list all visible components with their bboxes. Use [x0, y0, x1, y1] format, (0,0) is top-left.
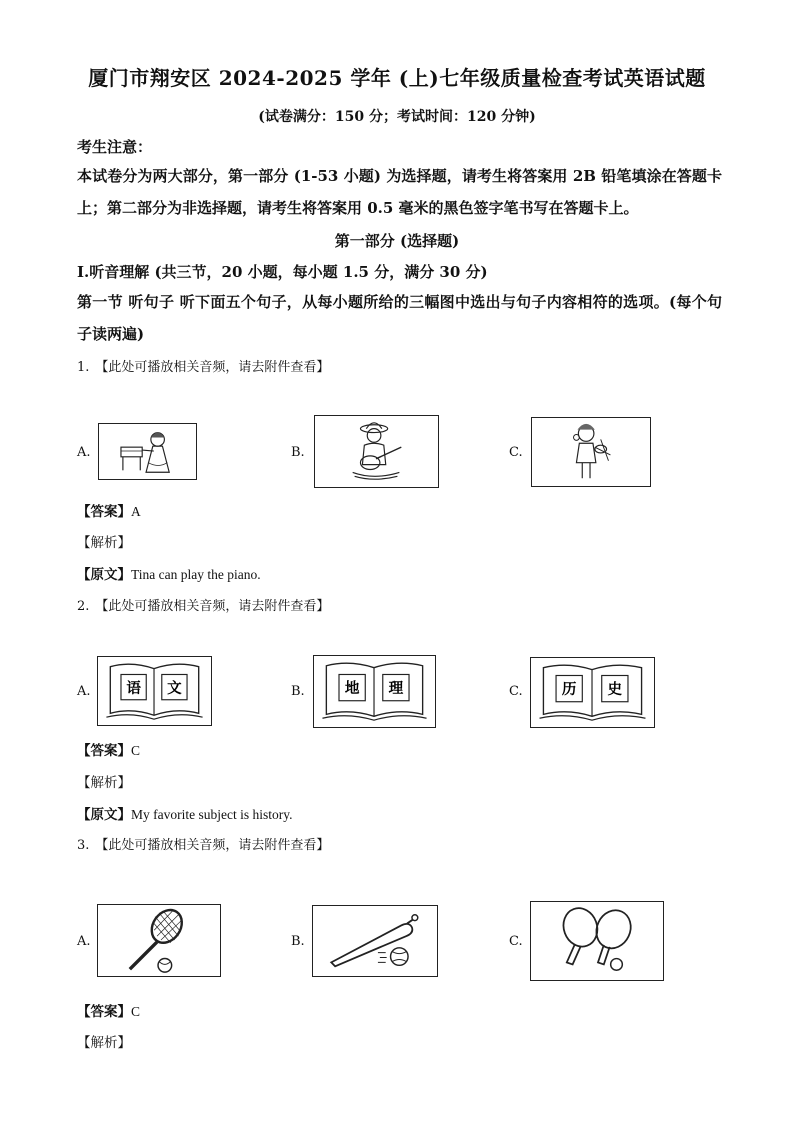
option-label: A.	[77, 445, 91, 460]
book-char: 历	[561, 680, 577, 698]
answer-line	[77, 1000, 140, 1020]
answer-value: A	[131, 504, 141, 519]
answer-line	[77, 739, 140, 759]
notice-body: 本试卷分为两大部分，第一部分 (1-53 小题) 为选择题，请考生将答案用 2B 铅笔填涂在答题卡上；第二部分为非选择题，请考生将答案用 0.5 毫米的黑色签字笔书写在答题卡上。	[77, 167, 722, 217]
question-number: 1.	[77, 360, 90, 375]
option-label: B.	[291, 684, 305, 699]
ping-pong-paddles-icon[interactable]	[530, 901, 664, 981]
option-label: C.	[509, 934, 523, 949]
tennis-racket-icon[interactable]	[97, 904, 221, 977]
answer-label: 【答案】	[77, 743, 131, 758]
page-title: 厦门市翔安区 2024-2025 学年 (上)七年级质量检查考试英语试题	[88, 66, 706, 90]
question-3-header	[77, 834, 329, 853]
option-label: C.	[509, 684, 523, 699]
book-char: 文	[167, 679, 182, 697]
question-1-header	[77, 356, 329, 375]
notice-heading: 考生注意：	[77, 138, 153, 156]
analysis-label: 【解析】	[77, 1035, 131, 1050]
answer-value: C	[131, 743, 141, 758]
analysis-label: 【解析】	[77, 535, 131, 550]
girl-playing-violin-icon[interactable]	[531, 417, 651, 487]
book-icon[interactable]	[313, 655, 436, 728]
question-number: 3.	[77, 838, 90, 853]
answer-line	[77, 500, 141, 520]
book-char: 地	[344, 679, 360, 697]
original-line	[77, 563, 261, 583]
girl-playing-piano-icon[interactable]	[98, 423, 197, 480]
book-icon[interactable]	[530, 657, 655, 728]
part-heading: 第一部分 (选择题)	[334, 232, 460, 250]
book-char: 理	[388, 679, 404, 697]
original-text: Tina can play the piano.	[131, 567, 261, 582]
question-number: 2.	[77, 599, 90, 614]
analysis-label: 【解析】	[77, 775, 131, 790]
exam-info: (试卷满分：150 分；考试时间：120 分钟)	[258, 109, 536, 125]
audio-note[interactable]: 【此处可播放相关音频，请去附件查看】	[95, 360, 330, 375]
audio-note[interactable]: 【此处可播放相关音频，请去附件查看】	[95, 838, 330, 853]
original-label: 【原文】	[77, 807, 131, 822]
book-char: 语	[126, 679, 141, 697]
audio-note[interactable]: 【此处可播放相关音频，请去附件查看】	[95, 599, 330, 614]
book-char: 史	[607, 680, 623, 698]
girl-playing-guitar-icon[interactable]	[314, 415, 439, 488]
sub-section-instructions: 第一节 听句子 听下面五个句子，从每小题所给的三幅图中选出与句子内容相符的选项。(每个句子读两遍)	[77, 293, 722, 343]
answer-value: C	[131, 1004, 141, 1019]
option-label: C.	[509, 445, 523, 460]
baseball-bat-icon[interactable]	[312, 905, 438, 977]
option-label: A.	[77, 684, 91, 699]
option-label: B.	[291, 445, 305, 460]
original-line	[77, 803, 292, 823]
original-text: My favorite subject is history.	[131, 807, 293, 822]
option-label: B.	[291, 934, 305, 949]
book-icon[interactable]	[97, 656, 212, 726]
option-label: A.	[77, 934, 91, 949]
original-label: 【原文】	[77, 567, 131, 582]
answer-label: 【答案】	[77, 504, 131, 519]
question-2-header	[77, 595, 329, 614]
section-title: I.听音理解 (共三节，20 小题，每小题 1.5 分，满分 30 分)	[77, 263, 488, 281]
answer-label: 【答案】	[77, 1004, 131, 1019]
